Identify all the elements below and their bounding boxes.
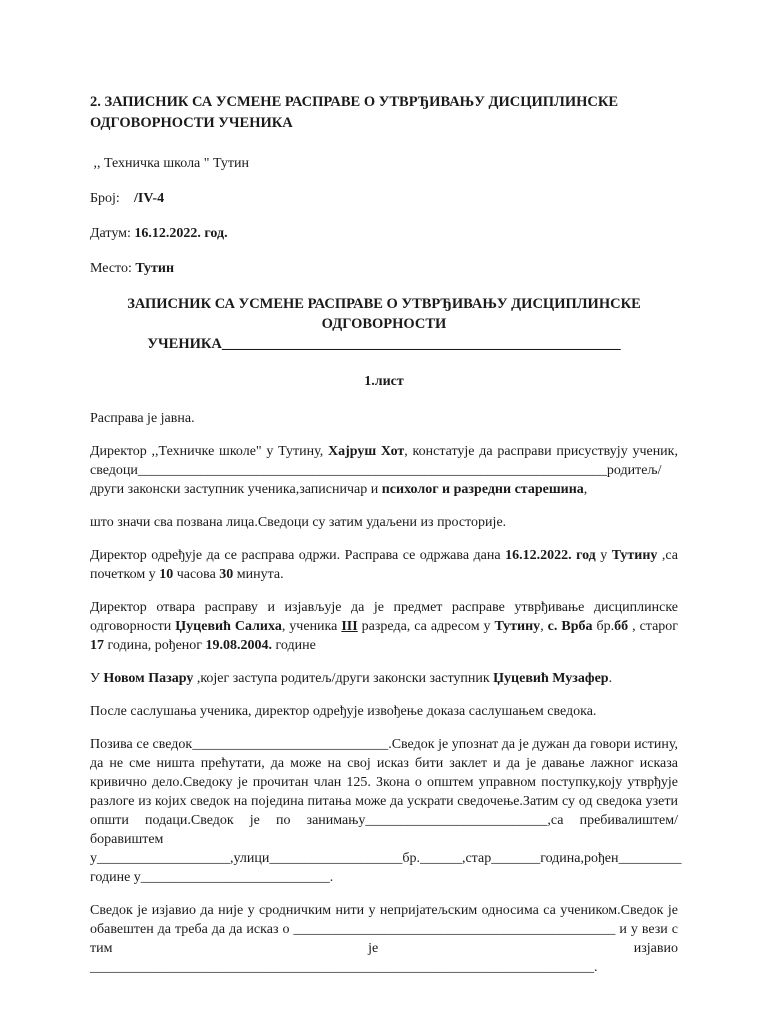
broj-label: Број: (90, 191, 120, 206)
paragraph-public: Расправа је јавна. (90, 411, 195, 426)
representative-name: Џуцевић Музафер (493, 671, 609, 686)
broj-value: /IV-4 (134, 191, 165, 206)
subtitle-line-1: ЗАПИСНИК СА УСМЕНЕ РАСПРАВЕ О УТВРЂИВАЊУ ДИСЦИПЛИНСКЕ (127, 296, 641, 312)
school-name: ,, Техничка школа " Тутин (93, 156, 249, 171)
paragraph-representative: У Новом Пазару ,којег заступа родитељ/други законски заступник Џуцевић Музафер. (90, 671, 613, 686)
mesto-label: Место: (90, 261, 132, 276)
document-subtitle (90, 294, 678, 354)
student-name: Џуцевић Салиха (175, 619, 282, 634)
subtitle-line-2: ОДГОВОРНОСТИ УЧЕНИКА_______________________________________________________ (147, 316, 621, 352)
list-title: 1.лист (364, 374, 404, 389)
paragraph-attendance: Директор ,,Техничке школе" у Тутину, Хајруш Хот, констатује да расправи присуствују ученик, сведоци___________________________________________________________________родитељ/други законски заступник ученика,записничар и психолог и разредни старешина, (90, 444, 678, 497)
paragraph-witness-call: Позива се сведок____________________________.Сведок је упознат да је дужан да говори истину, да не сме ништа прећутати, да може на свој исказ бити заклет и да је давање лажног исказа кривично дело.Сведоку је прочитан члан 125. Зкона о општем управном поступку,коју утврђује разлоге из којих сведок на поједина питања може да ускрати сведочење.Затим су од сведока узети општи подаци.Сведок је по занимању__________________________,са пребивалиштем/боравиштем у___________________,улици___________________бр.______,стар_______година,рођен_________ године у___________________________. (90, 737, 682, 885)
datum-label: Датум: (90, 226, 131, 241)
paragraph-subject: Директор отвара расправу и изјављује да је предмет расправе утврђивање дисциплинске одговорности Џуцевић Салиха, ученика III разреда, са адресом у Тутину, с. Врба бр.бб , старог 17 година, рођеног 19.08.2004. године (90, 600, 679, 653)
paragraph-witness-statement: Сведок је изјавио да није у сродничким нити у непријатељским односима са учеником.Сведок је обавештен да треба да да исказ о ______________________________________________ и у вези с тим је изјавио ________________________________________________________________________. (90, 903, 678, 975)
paragraph-evidence: После саслушања ученика, директор одређује извођење доказа саслушањем сведока. (90, 704, 597, 719)
director-name: Хајруш Хот (327, 444, 405, 459)
broj-line (90, 189, 678, 208)
paragraph-hearing-start: Директор одређује да се расправа одржи. Расправа се одржава дана 16.12.2022. год у Тутину ,са почетком у 10 часова 30 минута. (90, 548, 678, 582)
datum-line (90, 224, 678, 243)
datum-value: 16.12.2022. год. (134, 226, 228, 241)
mesto-value: Тутин (135, 261, 175, 276)
mesto-line (90, 259, 678, 278)
paragraph-witnesses-removed: што значи сва позвана лица.Сведоци су затим удаљени из просторије. (90, 515, 507, 530)
document-title: 2. ЗАПИСНИК СА УСМЕНЕ РАСПРАВЕ О УТВРЂИВАЊУ ДИСЦИПЛИНСКЕ ОДГОВОРНОСТИ УЧЕНИКА (90, 94, 619, 131)
